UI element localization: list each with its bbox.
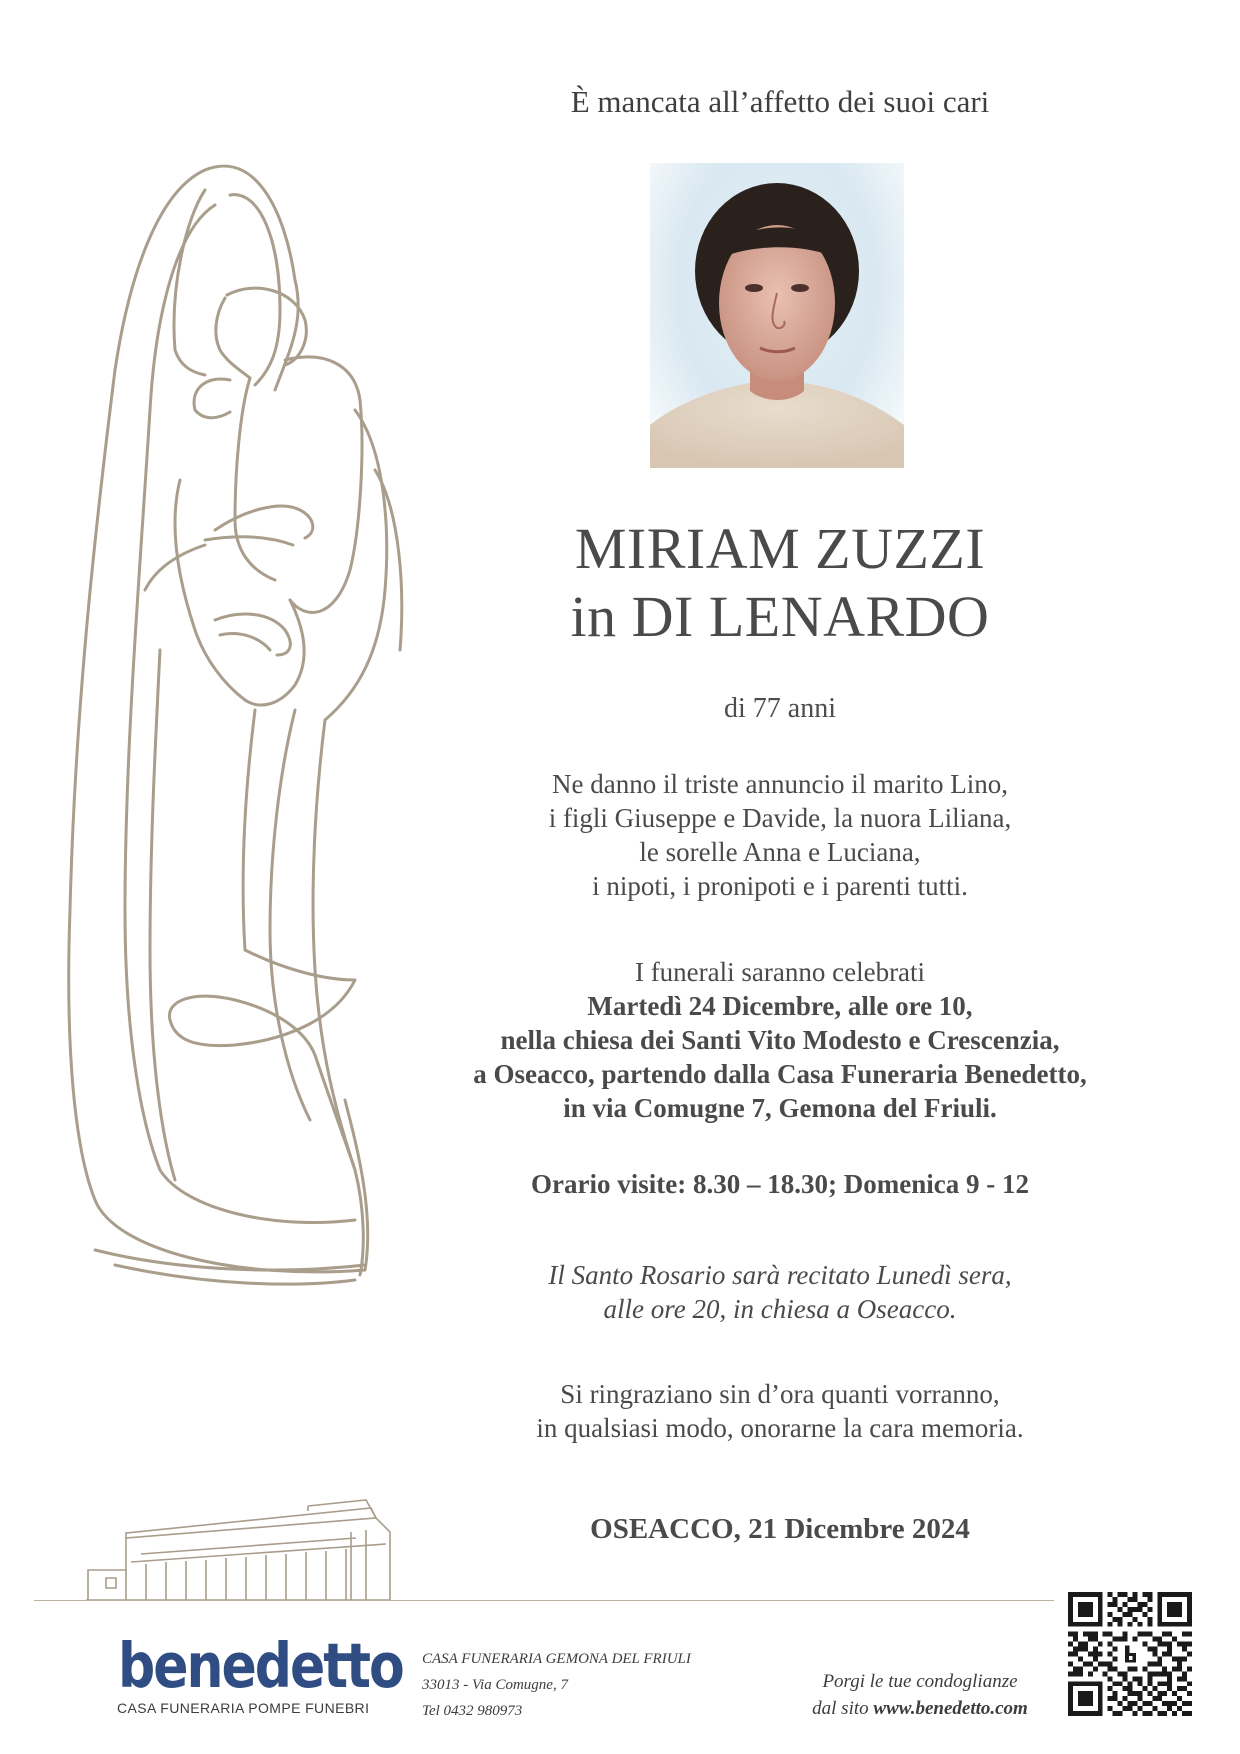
rosary-paragraph (430, 1258, 1130, 1326)
condolences-note (780, 1668, 1060, 1722)
name-line-1: MIRIAM ZUZZI (574, 516, 986, 581)
mourners-line: Ne danno il triste annuncio il marito Lino, (552, 769, 1008, 799)
funeral-line: nella chiesa dei Santi Vito Modesto e Crescenzia, (500, 1025, 1060, 1055)
funeral-line: I funerali saranno celebrati (634, 957, 926, 987)
qr-code[interactable] (1068, 1592, 1192, 1716)
portrait-photo (650, 163, 904, 468)
condolences-line-2 (780, 1695, 1060, 1722)
rosary-line: alle ore 20, in chiesa a Oseacco. (603, 1294, 957, 1324)
place-date: OSEACCO, 21 Dicembre 2024 (590, 1513, 970, 1545)
address-line: 33013 - Via Comugne, 7 (422, 1677, 568, 1693)
funeral-line: in via Comugne 7, Gemona del Friuli. (563, 1093, 997, 1123)
name-line-2: in DI LENARDO (570, 584, 990, 649)
mourners-line: le sorelle Anna e Luciana, (639, 837, 921, 867)
footer-divider (34, 1600, 1054, 1601)
thanks-line: in qualsiasi modo, onorarne la cara memoria. (536, 1413, 1024, 1443)
mourners-line: i nipoti, i pronipoti e i parenti tutti. (592, 871, 968, 901)
mourners-paragraph (430, 767, 1130, 903)
age-text: di 77 anni (724, 693, 836, 724)
madonna-line-art (55, 150, 435, 1420)
address-line: CASA FUNERARIA GEMONA DEL FRIULI (422, 1651, 691, 1667)
condolences-prefix: dal sito (812, 1698, 874, 1719)
building-line-art (86, 1478, 396, 1604)
logo-subtitle: CASA FUNERARIA POMPE FUNEBRI (117, 1700, 370, 1716)
deceased-name (430, 515, 1130, 651)
intro-text: È mancata all’affetto dei suoi cari (570, 84, 990, 119)
benedetto-logo: benedetto (118, 1631, 403, 1703)
visiting-hours: Orario visite: 8.30 – 18.30; Domenica 9 - 12 (531, 1169, 1029, 1199)
mourners-line: i figli Giuseppe e Davide, la nuora Liliana, (548, 803, 1012, 833)
condolences-line: Porgi le tue condoglianze (822, 1671, 1018, 1692)
funeral-line: Martedì 24 Dicembre, alle ore 10, (587, 991, 973, 1021)
footer-address (422, 1646, 691, 1724)
funeral-line: a Oseacco, partendo dalla Casa Funeraria Benedetto, (473, 1059, 1087, 1089)
thanks-paragraph (430, 1377, 1130, 1445)
address-line: Tel 0432 980973 (422, 1703, 523, 1719)
rosary-line: Il Santo Rosario sarà recitato Lunedì sera, (548, 1260, 1012, 1290)
website-link[interactable]: www.benedetto.com (873, 1698, 1028, 1719)
thanks-line: Si ringraziano sin d’ora quanti vorranno, (560, 1379, 1000, 1409)
portrait-illustration (650, 163, 904, 468)
funeral-paragraph (430, 955, 1130, 1125)
